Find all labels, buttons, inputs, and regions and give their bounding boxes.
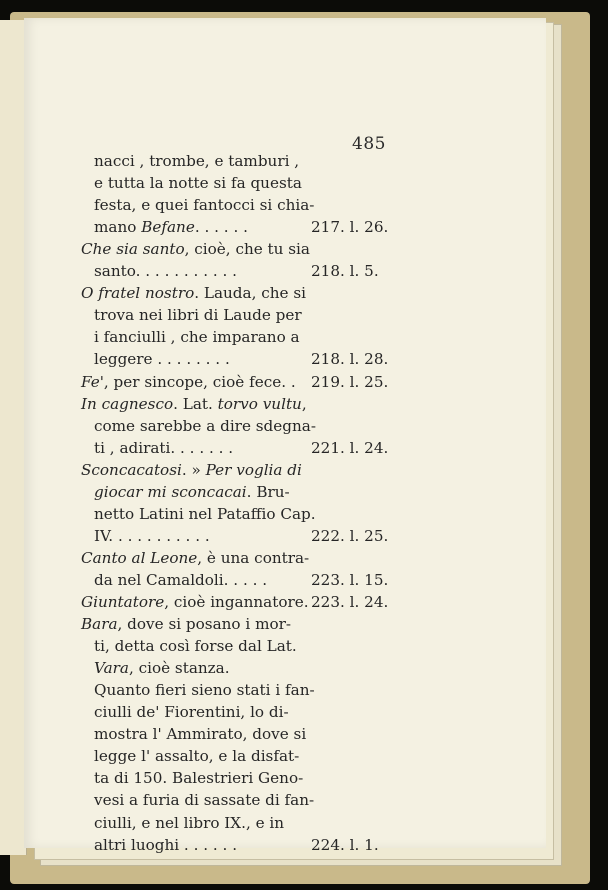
entry-text: ciulli de' Fiorentini, lo di- bbox=[94, 703, 289, 722]
page-reference: 221. l. 24. bbox=[311, 438, 389, 457]
entry-text: Che sia santo, cioè, che tu sia bbox=[81, 240, 310, 259]
index-line bbox=[24, 767, 546, 789]
entry-text: da nel Camaldoli. . . . . bbox=[94, 570, 268, 589]
index-line bbox=[24, 834, 546, 856]
entry-text: giocar mi sconcacai. Bru- bbox=[94, 482, 290, 501]
index-line bbox=[24, 635, 546, 657]
index-line bbox=[24, 789, 546, 811]
index-line bbox=[24, 194, 546, 216]
index-line bbox=[24, 525, 546, 547]
entry-text: e tutta la notte si fa questa bbox=[94, 174, 302, 193]
entry-text: Fe', per sincope, cioè fece. . bbox=[81, 372, 296, 391]
index-line bbox=[24, 569, 546, 591]
index-line bbox=[24, 701, 546, 723]
page-reference: 217. l. 26. bbox=[311, 218, 389, 237]
index-line bbox=[24, 304, 546, 326]
page-reference: 223. l. 24. bbox=[311, 593, 389, 611]
entry-text: santo. . . . . . . . . . . bbox=[94, 262, 237, 281]
index-line bbox=[24, 459, 546, 481]
index-line bbox=[24, 172, 546, 194]
index-line bbox=[24, 613, 546, 635]
index-line bbox=[24, 238, 546, 260]
index-line bbox=[24, 216, 546, 238]
index-line bbox=[24, 393, 546, 415]
index-line bbox=[24, 591, 546, 613]
entry-text: vesi a furia di sassate di fan- bbox=[94, 791, 315, 810]
entry-text: In cagnesco. Lat. torvo vultu, bbox=[81, 394, 307, 413]
entry-text: trova nei libri di Laude per bbox=[94, 306, 302, 325]
index-line bbox=[24, 547, 546, 569]
entry-text: ciulli, e nel libro IX., e in bbox=[94, 813, 285, 832]
entry-text: Sconcacatosi. » Per voglia di bbox=[81, 460, 302, 479]
book-page bbox=[24, 18, 546, 854]
index-line bbox=[24, 745, 546, 767]
index-line bbox=[24, 503, 546, 525]
entry-text: O fratel nostro. Lauda, che si bbox=[81, 284, 306, 303]
entry-text: legge l' assalto, e la disfat- bbox=[94, 747, 300, 766]
entry-text: Vara, cioè stanza. bbox=[94, 659, 230, 678]
index-line bbox=[24, 657, 546, 679]
entry-text: Bara, dove si posano i mor- bbox=[81, 615, 292, 634]
index-line bbox=[24, 348, 546, 370]
page-number: 485 bbox=[352, 134, 386, 154]
index-line bbox=[24, 679, 546, 701]
index-line bbox=[24, 437, 546, 459]
page-reference: 218. l. 5. bbox=[311, 262, 379, 281]
index-line bbox=[24, 812, 546, 834]
entry-text: Quanto fieri sieno stati i fan- bbox=[94, 681, 315, 700]
entry-text: ti, detta così forse dal Lat. bbox=[94, 637, 297, 656]
entry-text: leggere . . . . . . . . bbox=[94, 350, 230, 369]
index-line bbox=[24, 481, 546, 503]
page-reference: 223. l. 15. bbox=[311, 570, 389, 589]
entry-text: Giuntatore, cioè ingannatore. bbox=[81, 593, 309, 611]
entry-text: IV. . . . . . . . . . . bbox=[94, 526, 210, 545]
index-line bbox=[24, 150, 546, 172]
index-line bbox=[24, 260, 546, 282]
facing-page-edge bbox=[0, 20, 27, 855]
entry-text: ta di 150. Balestrieri Geno- bbox=[94, 769, 304, 788]
entry-text: ti , adirati. . . . . . . bbox=[94, 438, 234, 457]
index-line bbox=[24, 415, 546, 437]
page-reference: 224. l. 1. bbox=[311, 835, 379, 854]
index-line bbox=[24, 723, 546, 745]
index-line bbox=[24, 282, 546, 304]
entry-text: i fanciulli , che imparano a bbox=[94, 328, 300, 347]
entry-text: mano Befane. . . . . . bbox=[94, 218, 248, 237]
index-line bbox=[24, 326, 546, 348]
entry-text: come sarebbe a dire sdegna- bbox=[94, 416, 316, 435]
page-reference: 218. l. 28. bbox=[311, 350, 389, 369]
index-line bbox=[24, 371, 546, 393]
page-reference: 222. l. 25. bbox=[311, 526, 389, 545]
page-reference: 219. l. 25. bbox=[311, 372, 389, 391]
entry-text: festa, e quei fantocci si chia- bbox=[94, 196, 315, 215]
entry-text: mostra l' Ammirato, dove si bbox=[94, 725, 307, 744]
entry-text: nacci , trombe, e tamburi , bbox=[94, 152, 300, 170]
entry-text: netto Latini nel Pataffio Cap. bbox=[94, 504, 316, 523]
entry-text: altri luoghi . . . . . . bbox=[94, 835, 238, 854]
entry-text: Canto al Leone, è una contra- bbox=[81, 548, 310, 567]
